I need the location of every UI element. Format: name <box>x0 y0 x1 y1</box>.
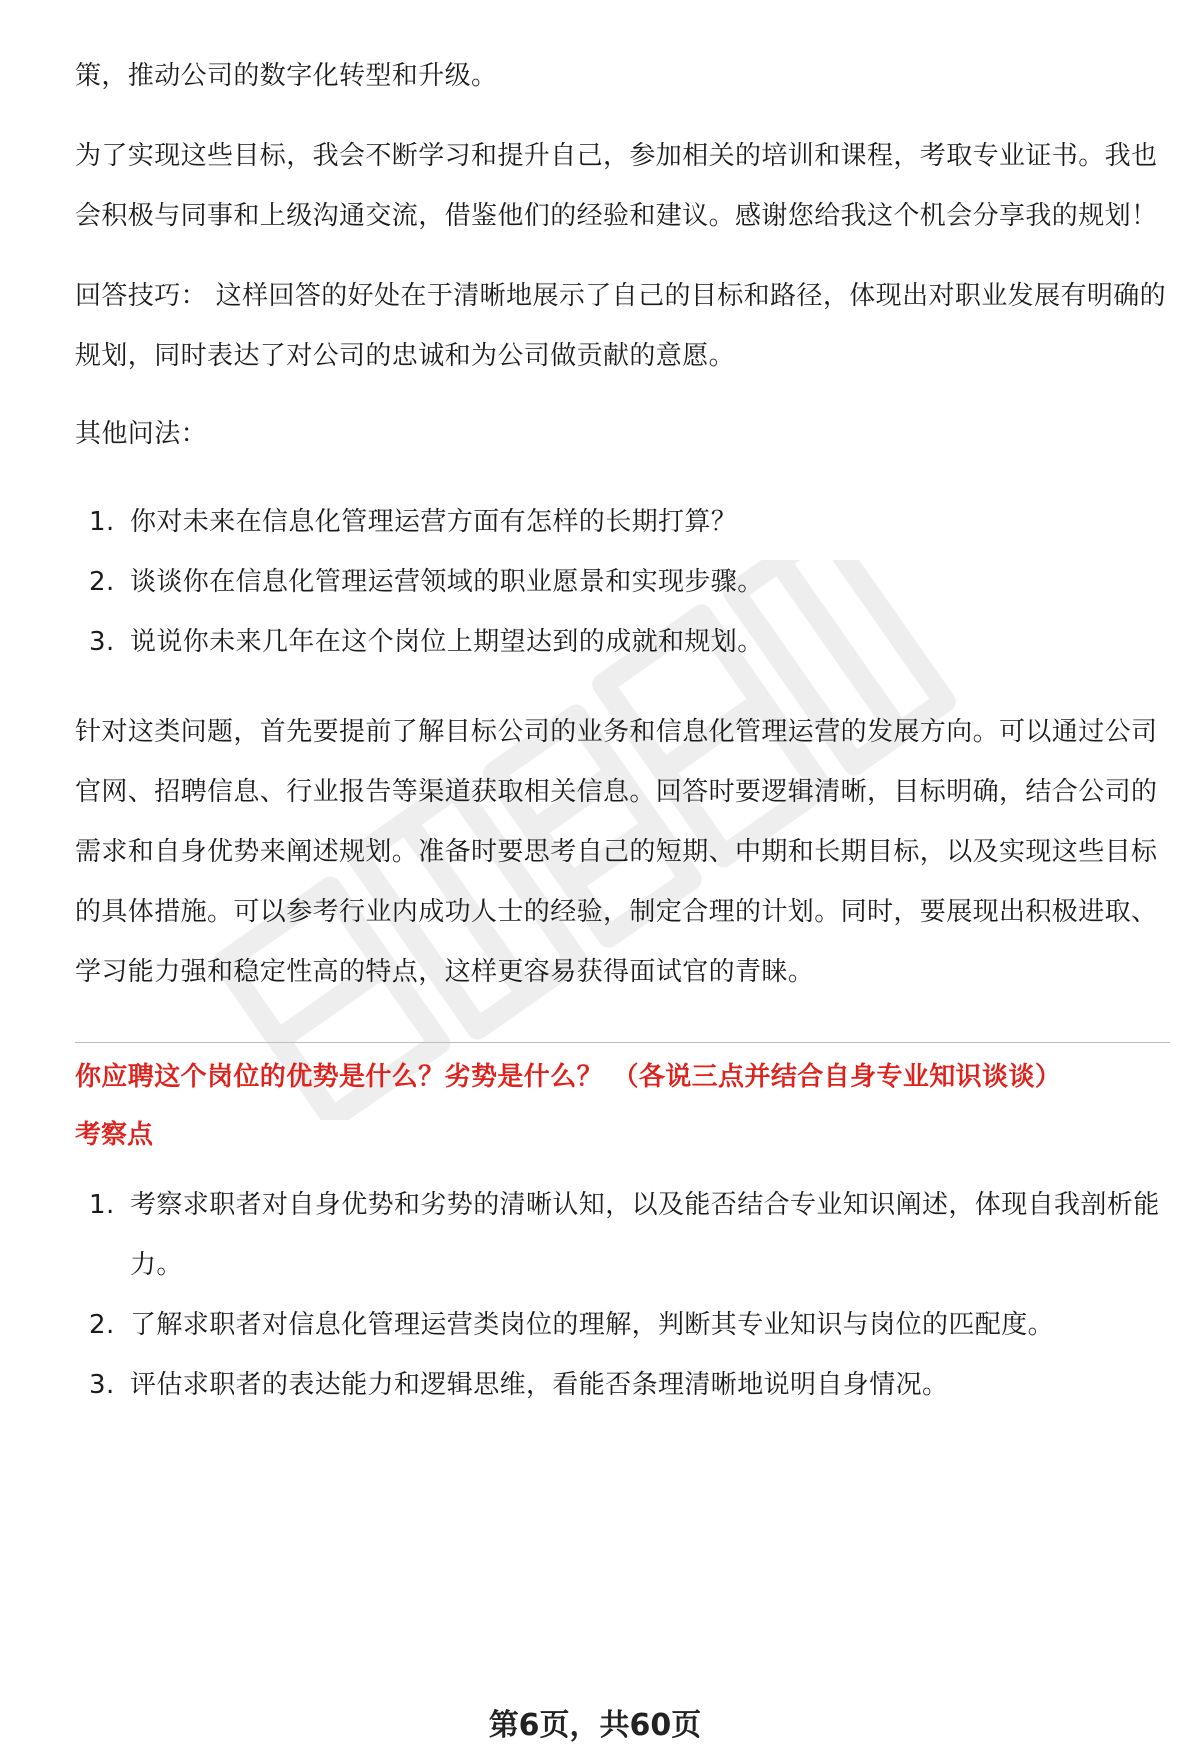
list-item <box>75 1295 1170 1355</box>
list-item <box>75 492 1170 552</box>
assessment-points-heading: 考察点 <box>75 1120 154 1150</box>
list-number: 3. <box>89 1370 115 1400</box>
list-item-text: 评估求职者的表达能力和逻辑思维，看能否条理清晰地说明自身情况。 <box>130 1370 949 1400</box>
list-item-text: 了解求职者对信息化管理运营类岗位的理解，判断其专业知识与岗位的匹配度。 <box>130 1310 1055 1340</box>
list-item-text: 你对未来在信息化管理运营方面有怎样的长期打算？ <box>130 507 738 537</box>
list-number: 3. <box>89 627 115 657</box>
list-item-text: 说说你未来几年在这个岗位上期望达到的成就和规划。 <box>130 627 764 657</box>
list-item-text: 考察求职者对自身优势和劣势的清晰认知，以及能否结合专业知识阐述，体现自我剖析能力。 <box>130 1190 1160 1280</box>
paragraph-answer-tips: 回答技巧： 这样回答的好处在于清晰地展示了自己的目标和路径，体现出对职业发展有明确的规划，同时表达了对公司的忠诚和为公司做贡献的意愿。 <box>75 281 1167 371</box>
list-item <box>75 1175 1170 1295</box>
paragraph-continuation: 策，推动公司的数字化转型和升级。 <box>75 61 498 91</box>
other-questions-list <box>75 492 1170 672</box>
list-item <box>75 1355 1170 1415</box>
list-number: 2. <box>89 567 115 597</box>
page-number-footer: 第6页，共60页 <box>488 1708 702 1743</box>
assessment-points-list <box>75 1175 1170 1415</box>
list-item-text: 谈谈你在信息化管理运营领域的职业愿景和实现步骤。 <box>130 567 764 597</box>
list-item <box>75 612 1170 672</box>
section-divider <box>75 1042 1170 1043</box>
list-number: 1. <box>89 507 115 537</box>
question-heading: 你应聘这个岗位的优势是什么？劣势是什么？ （各说三点并结合自身专业知识谈谈） <box>75 1062 1062 1092</box>
list-number: 2. <box>89 1310 115 1340</box>
paragraph-preparation-advice: 针对这类问题，首先要提前了解目标公司的业务和信息化管理运营的发展方向。可以通过公司官网、招聘信息、行业报告等渠道获取相关信息。回答时要逻辑清晰，目标明确，结合公司的需求和自身优势来阐述规划。准备时要思考自己的短期、中期和长期目标，以及实现这些目标的具体措施。可以参考行业内成功人士的经验，制定合理的计划。同时，要展现出积极进取、学习能力强和稳定性高的特点，这样更容易获得面试官的青睐。 <box>75 717 1158 987</box>
paragraph-goals: 为了实现这些目标，我会不断学习和提升自己，参加相关的培训和课程，考取专业证书。我也会积极与同事和上级沟通交流，借鉴他们的经验和建议。感谢您给我这个机会分享我的规划！ <box>75 141 1158 231</box>
list-item <box>75 552 1170 612</box>
list-number: 1. <box>89 1190 115 1220</box>
document-body <box>75 46 1170 1415</box>
other-questions-heading: 其他问法： <box>75 419 208 449</box>
